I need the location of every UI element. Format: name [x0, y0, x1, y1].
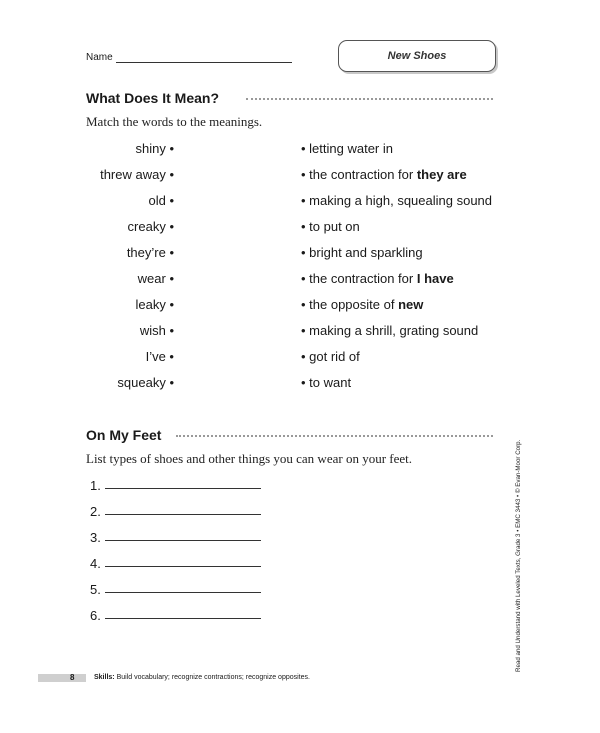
answer-line[interactable]: [105, 540, 261, 541]
title-box: [338, 40, 496, 72]
left-word[interactable]: threw away •: [100, 167, 174, 182]
heading-dotted-rule: [176, 435, 493, 437]
answer-number: 3.: [90, 530, 101, 545]
left-word[interactable]: creaky •: [127, 219, 174, 234]
left-word[interactable]: I’ve •: [145, 349, 174, 364]
left-word[interactable]: wish •: [139, 323, 174, 338]
left-word[interactable]: old •: [148, 193, 174, 208]
answer-number: 1.: [90, 478, 101, 493]
left-word[interactable]: squeaky •: [117, 375, 174, 390]
meaning-item[interactable]: • bright and sparkling: [301, 245, 423, 260]
left-word[interactable]: wear •: [137, 271, 174, 286]
meaning-item[interactable]: • letting water in: [301, 141, 393, 156]
section1-instructions: Match the words to the meanings.: [86, 114, 263, 129]
section-heading-what-does-it-mean: What Does It Mean?: [86, 90, 220, 106]
answer-number: 6.: [90, 608, 101, 623]
meaning-item[interactable]: • making a shrill, grating sound: [301, 323, 479, 338]
skills-note: Skills: Build vocabulary; recognize contractions; recognize opposites.: [94, 674, 310, 681]
page-number: 8: [70, 673, 75, 682]
name-label: Name: [86, 52, 113, 63]
name-field-line[interactable]: [116, 62, 292, 63]
answer-number: 2.: [90, 504, 101, 519]
answer-line[interactable]: [105, 566, 261, 567]
left-word[interactable]: leaky •: [135, 297, 174, 312]
section-heading-on-my-feet: On My Feet: [86, 427, 162, 443]
heading-dotted-rule: [246, 98, 493, 100]
answer-number: 5.: [90, 582, 101, 597]
answer-line[interactable]: [105, 488, 261, 489]
meaning-item[interactable]: • got rid of: [301, 349, 360, 364]
meaning-item[interactable]: • to want: [301, 375, 352, 390]
side-credit: Read and Understand with Leveled Texts, Grade 3 • EMC 3443 • © Evan-Moor Corp.: [515, 439, 522, 672]
left-word[interactable]: they’re •: [126, 245, 174, 260]
meaning-item[interactable]: • making a high, squealing sound: [301, 193, 493, 208]
meaning-item[interactable]: • to put on: [301, 219, 360, 234]
meaning-item[interactable]: • the opposite of new: [301, 297, 424, 312]
meaning-item[interactable]: • the contraction for I have: [301, 271, 454, 286]
footer-page-tab: [38, 674, 86, 682]
answer-line[interactable]: [105, 592, 261, 593]
left-word[interactable]: shiny •: [135, 141, 174, 156]
section2-instructions: List types of shoes and other things you can wear on your feet.: [86, 451, 413, 466]
meaning-item[interactable]: • the contraction for they are: [301, 167, 467, 182]
answer-number: 4.: [90, 556, 101, 571]
worksheet-title: New Shoes: [387, 50, 447, 62]
answer-line[interactable]: [105, 618, 261, 619]
answer-line[interactable]: [105, 514, 261, 515]
